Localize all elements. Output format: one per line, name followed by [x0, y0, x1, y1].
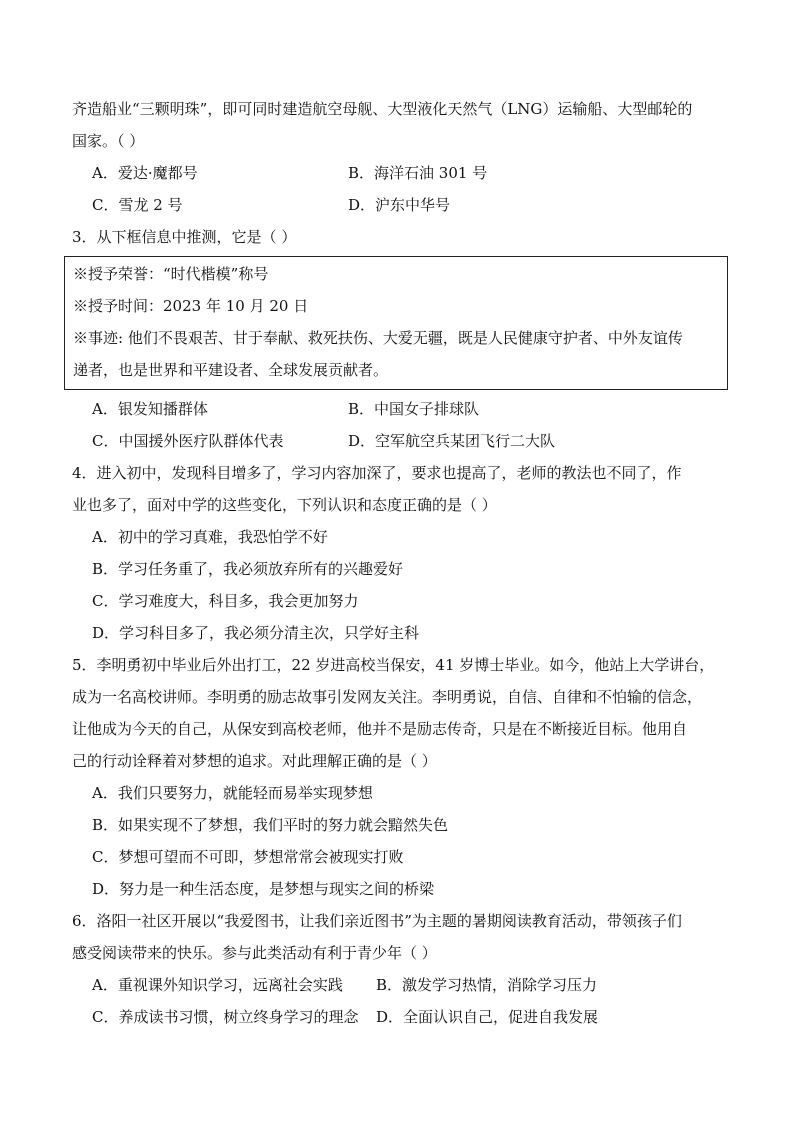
- q3-box-deeds-line1: ※事迹: 他们不畏艰苦、甘于奉献、救死扶伤、大爱无疆，既是人民健康守护者、中外友谊传: [73, 329, 683, 347]
- q6-option-c[interactable]: C．养成读书习惯，树立终身学习的理念: [92, 1008, 359, 1026]
- q3-box-date: ※授予时间：2023 年 10 月 20 日: [73, 297, 309, 315]
- q3-option-c[interactable]: C．中国援外医疗队群体代表: [92, 432, 284, 450]
- q5-stem-line2: 成为一名高校讲师。李明勇的励志故事引发网友关注。李明勇说，自信、自律和不怕输的信念，: [72, 688, 703, 706]
- q6-option-d[interactable]: D．全面认识自己，促进自我发展: [376, 1008, 599, 1026]
- q5-stem-line3: 让他成为今天的自己，从保安到高校老师，他并不是励志传奇，只是在不断接近目标。他用自: [72, 720, 688, 738]
- q2-stem-line2: 国家。（ ）: [72, 132, 145, 150]
- q3-box-deeds-line2: 递者，也是世界和平建设者、全球发展贡献者。: [73, 361, 389, 379]
- q5-option-c[interactable]: C．梦想可望而不可即，梦想常常会被现实打败: [92, 848, 404, 866]
- q4-option-d[interactable]: D．学习科目多了，我必须分清主次，只学好主科: [92, 624, 420, 642]
- q4-stem-line2: 业也多了，面对中学的这些变化，下列认识和态度正确的是（ ）: [72, 496, 497, 514]
- q6-stem-line1: 6．洛阳一社区开展以“我爱图书，让我们亲近图书”为主题的暑期阅读教育活动，带领孩子们: [72, 912, 682, 930]
- q4-option-c[interactable]: C．学习难度大，科目多，我会更加努力: [92, 592, 359, 610]
- q4-option-a[interactable]: A．初中的学习真难，我恐怕学不好: [92, 528, 328, 546]
- q5-option-b[interactable]: B．如果实现不了梦想，我们平时的努力就会黯然失色: [92, 816, 449, 834]
- q2-option-c[interactable]: C．雪龙 2 号: [92, 196, 183, 214]
- q4-option-b[interactable]: B．学习任务重了，我必须放弃所有的兴趣爱好: [92, 560, 404, 578]
- q3-stem: 3．从下框信息中推测，它是（ ）: [72, 228, 297, 246]
- q5-stem-line4: 己的行动诠释着对梦想的追求。对此理解正确的是（ ）: [72, 752, 437, 770]
- q2-stem-line1: 齐造船业“三颗明珠”，即可同时建造航空母舰、大型液化天然气（LNG）运输船、大型邮轮的: [72, 100, 693, 118]
- q3-option-b[interactable]: B．中国女子排球队: [348, 400, 480, 418]
- q6-option-b[interactable]: B．激发学习热情，消除学习压力: [376, 976, 598, 994]
- q2-option-d[interactable]: D．沪东中华号: [348, 196, 451, 214]
- q5-option-a[interactable]: A．我们只要努力，就能轻而易举实现梦想: [92, 784, 373, 802]
- q5-option-d[interactable]: D．努力是一种生活态度，是梦想与现实之间的桥梁: [92, 880, 435, 898]
- q3-option-d[interactable]: D．空军航空兵某团飞行二大队: [348, 432, 556, 450]
- q2-option-a[interactable]: A．爱达·魔都号: [92, 164, 198, 182]
- q2-option-b[interactable]: B．海洋石油 301 号: [348, 164, 488, 182]
- q3-box-honor: ※授予荣誉：“时代楷模”称号: [73, 265, 269, 283]
- q3-option-a[interactable]: A．银发知播群体: [92, 400, 208, 418]
- q4-stem-line1: 4．进入初中，发现科目增多了，学习内容加深了，要求也提高了，老师的教法也不同了，作: [72, 464, 682, 482]
- q6-option-a[interactable]: A．重视课外知识学习，远离社会实践: [92, 976, 343, 994]
- q5-stem-line1: 5．李明勇初中毕业后外出打工，22 岁进高校当保安，41 岁博士毕业。如今，他站上大学讲台，: [72, 656, 715, 674]
- q6-stem-line2: 感受阅读带来的快乐。参与此类活动有利于青少年（ ）: [72, 944, 437, 962]
- q3-info-box: [64, 256, 728, 390]
